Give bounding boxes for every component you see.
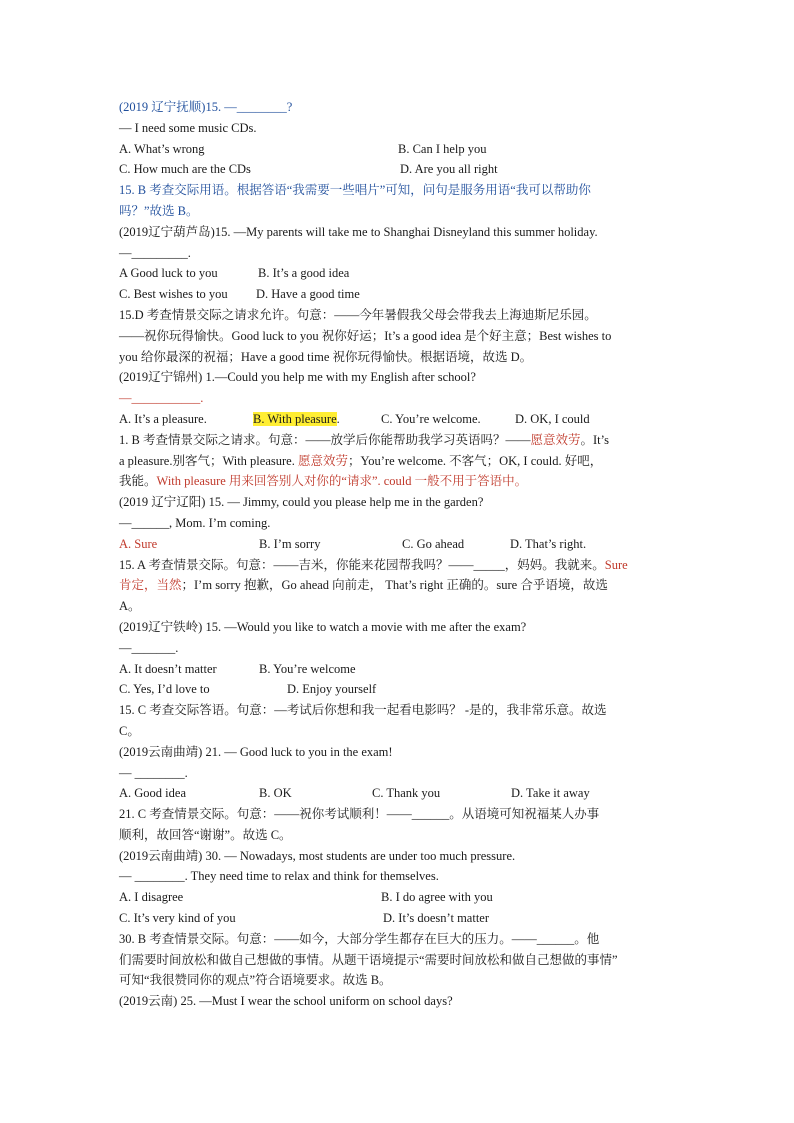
option-a: A. Sure	[119, 536, 158, 551]
options-row	[119, 139, 679, 160]
explanation-line: you 给你最深的祝福；Have a good time 祝你玩得愉快。根据语境，故选 D。	[119, 349, 533, 364]
option-c: C. Go ahead	[402, 536, 465, 551]
explanation-key-term: 肯定，当然	[119, 578, 182, 593]
explanation-text: 我能。	[119, 474, 157, 489]
option-d: D. Are you all right	[400, 162, 498, 177]
explanation-line: 15. B 考查交际用语。根据答语“我需要一些唱片”可知，问句是服务用语“我可以帮助你	[119, 183, 591, 198]
explanation-line: 吗？”故选 B。	[119, 203, 199, 218]
explanation-text: ；You’re welcome. 不客气；OK, I could. 好吧，	[347, 453, 603, 468]
explanation-line: 可知“我很赞同你的观点”符合语境要求。故选 B。	[119, 973, 392, 988]
options-row	[119, 783, 679, 804]
option-d: D. Take it away	[511, 786, 590, 801]
answer-blank: —______, Mom. I’m coming.	[119, 515, 271, 530]
options-row	[119, 409, 679, 430]
worksheet	[119, 97, 679, 1012]
question-source-line: (2019辽宁铁岭) 15. —Would you like to watch a movie with me after the exam?	[119, 619, 527, 634]
option-c: C. Best wishes to you	[119, 287, 228, 302]
answer-blank: —_______.	[119, 640, 179, 655]
question-source-line: (2019辽宁葫芦岛)15. —My parents will take me to Shanghai Disneyland this summer holiday.	[119, 224, 598, 239]
option-a: A. It doesn’t matter	[119, 661, 217, 676]
option-b: B. You’re welcome	[259, 661, 356, 676]
option-a: A. I disagree	[119, 890, 184, 905]
options-row	[119, 908, 679, 929]
option-c: C. Yes, I’d love to	[119, 682, 210, 697]
option-b: B. I’m sorry	[259, 536, 321, 551]
explanation-text: 。It’s	[580, 432, 609, 447]
question-source-line: (2019辽宁锦州) 1.—Could you help me with my English after school?	[119, 370, 476, 385]
options-row	[119, 659, 679, 680]
option-c: C. How much are the CDs	[119, 162, 251, 177]
explanation-line	[119, 451, 679, 472]
option-c: C. Thank you	[372, 786, 441, 801]
option-d: D. Have a good time	[256, 287, 360, 302]
option-b-highlighted: B. With pleasure	[253, 411, 337, 426]
explanation-line	[119, 471, 679, 492]
option-a: A. What’s wrong	[119, 141, 205, 156]
options-row	[119, 284, 679, 305]
explanation-line: C。	[119, 723, 140, 738]
answer-blank: — ________.	[119, 765, 188, 780]
option-a: A. It’s a pleasure.	[119, 411, 207, 426]
options-row	[119, 534, 679, 555]
question-source-line: (2019 辽宁辽阳) 15. — Jimmy, could you please help me in the garden?	[119, 495, 484, 510]
options-row	[119, 887, 679, 908]
explanation-text: 15. A 考查情景交际。句意：——吉米，你能来花园帮我吗？——_____，妈妈。我就来。	[119, 557, 605, 572]
option-d: D. It’s doesn’t matter	[383, 911, 489, 926]
options-row	[119, 263, 679, 284]
question-source-line: (2019云南) 25. —Must I wear the school uniform on school days?	[119, 994, 453, 1009]
explanation-line: 们需要时间放松和做自己想做的事情。从题干语境提示“需要时间放松和做自己想做的事情”	[119, 952, 618, 967]
option-d: D. That’s right.	[510, 536, 587, 551]
answer-line: — I need some music CDs.	[119, 120, 257, 135]
explanation-text: 1. B 考查情景交际之请求。句意：——放学后你能帮助我学习英语吗？——	[119, 432, 531, 447]
explanation-line: 30. B 考查情景交际。句意：——如今，大部分学生都存在巨大的压力。——______。他	[119, 931, 600, 946]
option-a: A. Good idea	[119, 786, 186, 801]
explanation-key-term: 愿意效劳	[297, 453, 348, 468]
option-b: B. It’s a good idea	[258, 266, 350, 281]
options-row	[119, 159, 679, 180]
option-d: D. OK, I could	[515, 411, 590, 426]
explanation-text: a pleasure.别客气；With pleasure.	[119, 453, 298, 468]
explanation-key-term: With pleasure 用来回答别人对你的“请求”. could 一般不用于答语中。	[156, 474, 528, 489]
option-b: B. OK	[259, 786, 292, 801]
question-source-line: (2019云南曲靖) 30. — Nowadays, most students are under too much pressure.	[119, 848, 516, 863]
answer-blank: —_________.	[119, 245, 191, 260]
explanation-line: ——祝你玩得愉快。Good luck to you 祝你好运；It’s a good idea 是个好主意；Best wishes to	[119, 328, 612, 343]
explanation-text: ；I’m sorry 抱歉，Go ahead 向前走， That’s right 正确的。sure 合乎语境，故选	[181, 578, 608, 593]
option-b: B. Can I help you	[398, 141, 487, 156]
answer-blank: — ________. They need time to relax and think for themselves.	[119, 869, 439, 884]
explanation-line: A。	[119, 599, 141, 614]
question-source-line: (2019 辽宁抚顺)15. —________?	[119, 100, 293, 114]
options-row	[119, 679, 679, 700]
explanation-line: 21. C 考查情景交际。句意：——祝你考试顺利！——______。从语境可知祝福某人办事	[119, 807, 600, 822]
option-a: A Good luck to you	[119, 266, 218, 281]
explanation-line	[119, 575, 679, 596]
explanation-key-term: Sure	[604, 557, 628, 572]
answer-blank: —___________.	[119, 391, 204, 406]
explanation-line: 15.D 考查情景交际之请求允许。句意：——今年暑假我父母会带我去上海迪斯尼乐园。	[119, 307, 597, 322]
option-d: D. Enjoy yourself	[287, 682, 377, 697]
explanation-line: 15. C 考查交际答语。句意：—考试后你想和我一起看电影吗？ -是的，我非常乐意。故选	[119, 703, 607, 718]
option-c: C. You’re welcome.	[381, 411, 481, 426]
option-b-period: .	[336, 411, 340, 426]
option-c: C. It’s very kind of you	[119, 911, 236, 926]
question-source-line: (2019云南曲靖) 21. — Good luck to you in the exam!	[119, 744, 393, 759]
explanation-line	[119, 555, 679, 576]
explanation-line: 顺利，故回答“谢谢”。故选 C。	[119, 827, 292, 842]
option-b: B. I do agree with you	[381, 890, 493, 905]
explanation-line	[119, 430, 679, 451]
explanation-key-term: 愿意效劳	[530, 432, 581, 447]
